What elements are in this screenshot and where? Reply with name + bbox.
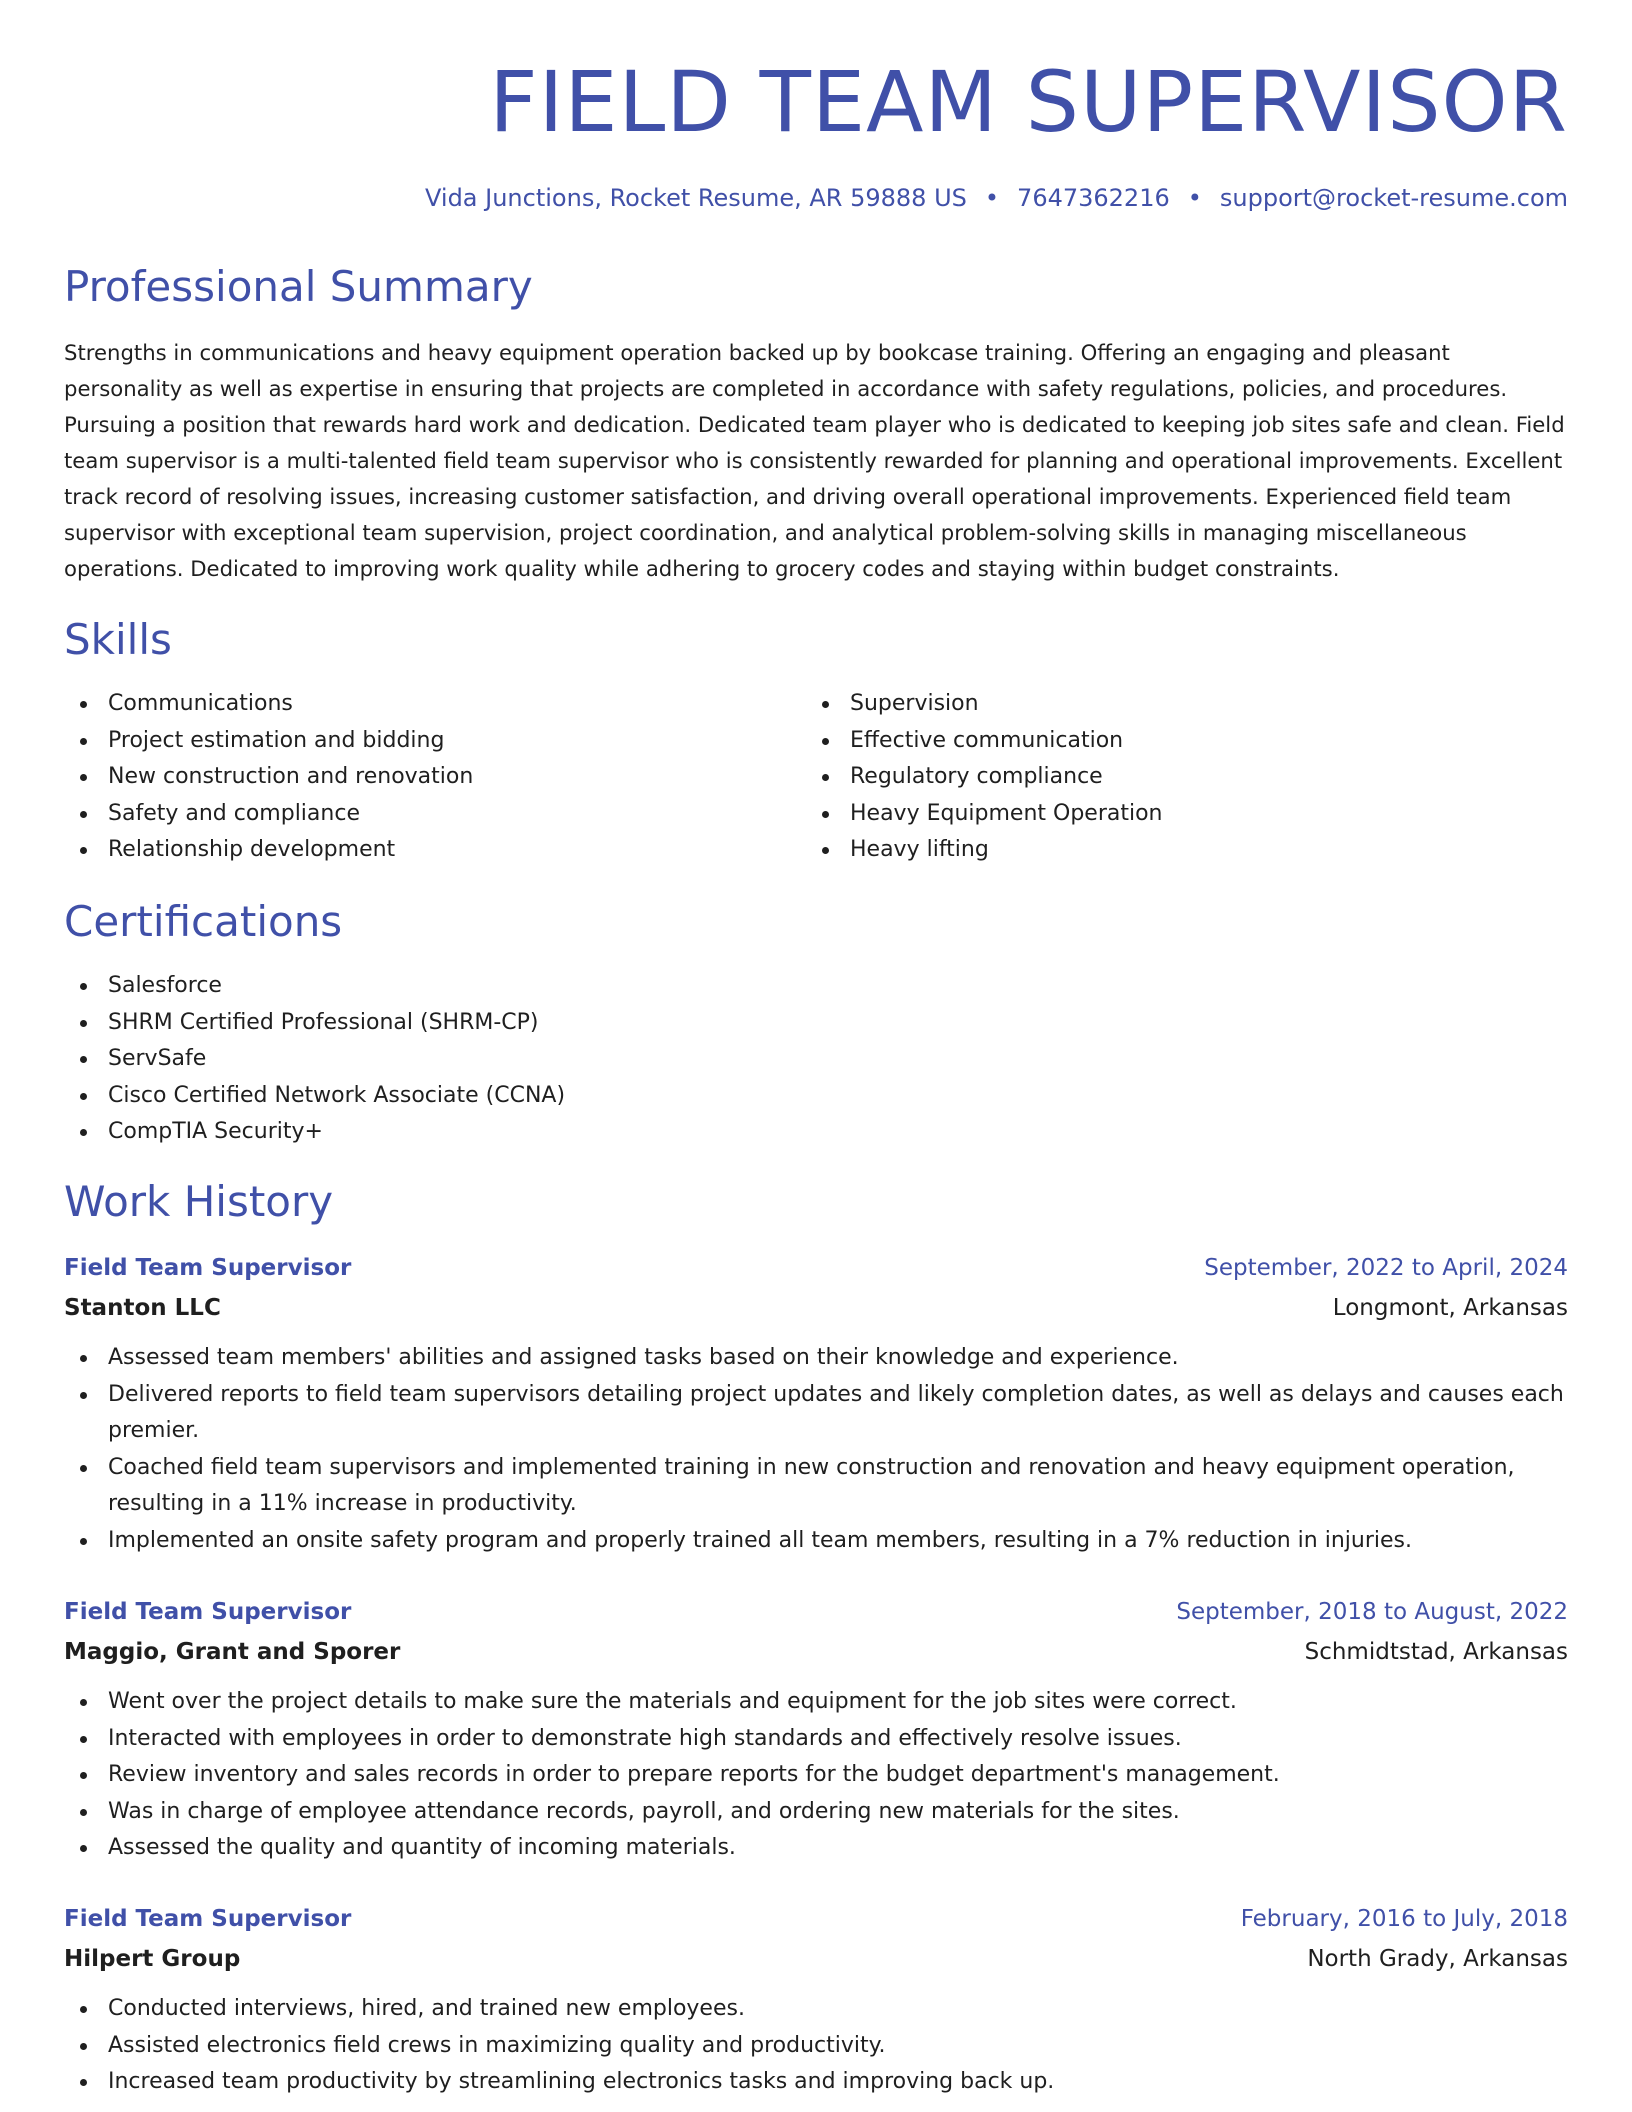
summary-text: Strengths in communications and heavy equipment operation backed up by bookcase training. Offering an engaging and pleasant personality as well as expertise in ensuring that projects are completed in accordance with safety regulations, policies, and procedures. Pursuing a position that rewards hard work and dedication. Dedicated team player who is dedicated to keeping job sites safe and clean. Field team supervisor is a multi-talented field team supervisor who is consistently rewarded for planning and operational improvements. Excellent track record of resolving issues, increasing customer satisfaction, and driving overall operational improvements. Experienced field team supervisor with exceptional team supervision, project coordination, and analytical problem-solving skills in managing miscellaneous operations. Dedicated to improving work quality while adhering to grocery codes and staying within budget constraints.	[64, 340, 1565, 581]
skill-item: Supervision	[806, 686, 1546, 723]
skill-item: Relationship development	[64, 832, 804, 869]
job-location: Schmidtstad, Arkansas	[1304, 1639, 1568, 1665]
job-bullet: Conducted interviews, hired, and trained new employees.	[64, 1991, 1568, 2028]
skills-list-left	[64, 686, 804, 869]
contact-phone: 7647362216	[1017, 184, 1170, 212]
skills-list-right	[806, 686, 1546, 869]
job-company: Hilpert Group	[64, 1946, 241, 1972]
certifications-list	[64, 968, 1568, 1151]
skills-heading: Skills	[64, 615, 172, 664]
skill-item: Effective communication	[806, 723, 1546, 760]
job-entry	[64, 1899, 1568, 2101]
skill-item: New construction and renovation	[64, 759, 804, 796]
resume-name: FIELD TEAM SUPERVISOR	[489, 53, 1568, 151]
certification-item: Salesforce	[64, 968, 1568, 1005]
job-bullet: Went over the project details to make sure the materials and equipment for the job sites were correct.	[64, 1684, 1568, 1721]
job-bullet: Delivered reports to field team supervisors detailing project updates and likely completion dates, as well as delays and causes each premier.	[64, 1377, 1568, 1450]
job-bullet: Implemented an onsite safety program and properly trained all team members, resulting in a 7% reduction in injuries.	[64, 1523, 1568, 1560]
certification-item: Cisco Certified Network Associate (CCNA)	[64, 1078, 1568, 1115]
contact-email: support@rocket-resume.com	[1219, 184, 1568, 212]
contact-separator: •	[1187, 184, 1202, 212]
contact-line	[425, 180, 1568, 216]
contact-separator: •	[984, 184, 1000, 212]
job-bullet: Review inventory and sales records in order to prepare reports for the budget department's management.	[64, 1757, 1568, 1794]
job-bullets	[64, 1340, 1568, 1559]
job-bullet: Assisted electronics field crews in maximizing quality and productivity.	[64, 2028, 1568, 2065]
skill-item: Heavy lifting	[806, 832, 1546, 869]
work-history-heading: Work History	[64, 1177, 334, 1226]
job-location: North Grady, Arkansas	[1307, 1946, 1568, 1972]
certification-item: ServSafe	[64, 1041, 1568, 1078]
contact-address: Vida Junctions, Rocket Resume, AR 59888 US	[425, 184, 967, 212]
job-dates: September, 2018 to August, 2022	[1176, 1599, 1568, 1625]
job-title: Field Team Supervisor	[64, 1906, 352, 1932]
job-bullet: Increased team productivity by streamlining electronics tasks and improving back up.	[64, 2064, 1568, 2101]
job-bullet: Was in charge of employee attendance records, payroll, and ordering new materials for the sites.	[64, 1794, 1568, 1831]
job-title: Field Team Supervisor	[64, 1599, 352, 1625]
job-bullet: Assessed the quality and quantity of incoming materials.	[64, 1830, 1568, 1867]
certification-item: SHRM Certified Professional (SHRM-CP)	[64, 1005, 1568, 1042]
job-bullet: Interacted with employees in order to demonstrate high standards and effectively resolve issues.	[64, 1721, 1568, 1758]
job-dates: February, 2016 to July, 2018	[1240, 1906, 1568, 1932]
job-company: Stanton LLC	[64, 1295, 221, 1321]
job-bullets	[64, 1684, 1568, 1867]
job-bullet: Assessed team members' abilities and assigned tasks based on their knowledge and experience.	[64, 1340, 1568, 1377]
job-title: Field Team Supervisor	[64, 1255, 352, 1281]
job-bullets	[64, 1991, 1568, 2101]
skill-item: Project estimation and bidding	[64, 723, 804, 760]
job-dates: September, 2022 to April, 2024	[1204, 1255, 1568, 1281]
skill-item: Communications	[64, 686, 804, 723]
skill-item: Regulatory compliance	[806, 759, 1546, 796]
certifications-heading: Certifications	[64, 897, 343, 946]
job-entry	[64, 1592, 1568, 1867]
job-company: Maggio, Grant and Sporer	[64, 1639, 401, 1665]
job-entry	[64, 1248, 1568, 1559]
job-bullet: Coached field team supervisors and implemented training in new construction and renovation and heavy equipment operation, resulting in a 11% increase in productivity.	[64, 1450, 1568, 1523]
job-location: Longmont, Arkansas	[1332, 1295, 1568, 1321]
skill-item: Safety and compliance	[64, 796, 804, 833]
skill-item: Heavy Equipment Operation	[806, 796, 1546, 833]
summary-heading: Professional Summary	[64, 262, 533, 311]
certification-item: CompTIA Security+	[64, 1114, 1568, 1151]
